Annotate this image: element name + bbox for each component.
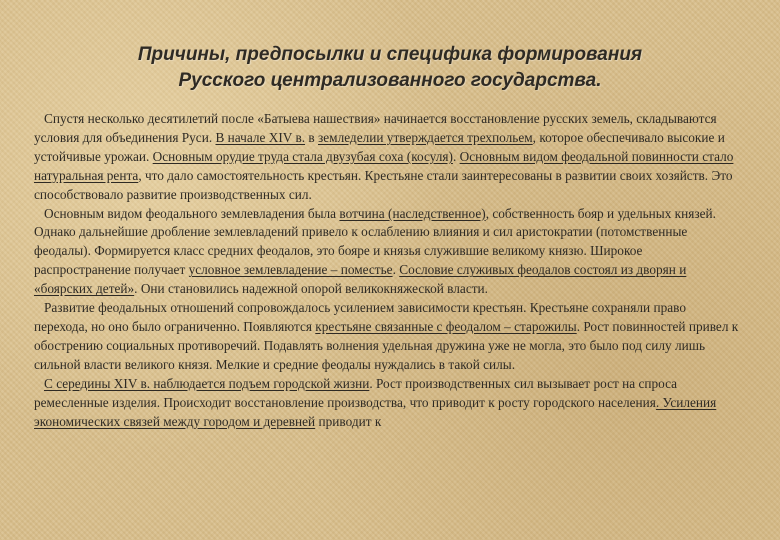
underlined-term: Сословие служивых феодалов состоял из дворян и «боярских детей» [34,262,687,297]
underlined-term: условное землевладение – поместье [188,262,393,278]
paragraph-4 [34,375,740,432]
text-segment: , собственность бояр и удельных князей. Однако дальнейшие дробление землевладений привело к ослаблению влияния и сил аристократии (потомственные феодалы). Формируется класс средних феодалов, это бояре и князья служившие великому князю. Широкое распространение получает [34,205,716,278]
underlined-term: С середины XIV в. наблюдается подъем городской жизни [44,375,370,391]
paragraph-1 [34,110,740,205]
underlined-term: . Усиления экономических связей между городом и деревней [34,394,717,429]
text-segment: . Рост производственных сил вызывает рост на спроса ремесленные изделия. Происходит восстановление производства, что приводит к росту городского населения [34,375,678,410]
slide-title [60,42,720,94]
text-segment: . Рост повинностей привел к обострению социальных противоречий. Подавлять волнения удельная дружина уже не могла, это было под силу лишь сильной власти великого князя. Мелкие и средние феодалы нуждались в такой силы. [34,318,739,372]
paragraph-3 [34,299,740,375]
underlined-term: земледелии утверждается трехпольем [318,129,533,145]
slide-body-text [34,110,740,431]
title-line-1: Причины, предпосылки и специфика формирования [137,44,643,65]
title-line-2: Русского централизованного государства. [178,70,602,91]
underlined-term: Основным орудие труда стала двузубая соха (косуля) [152,148,453,164]
text-segment: Основным видом феодального землевладения была [44,205,340,221]
text-segment: , что дало самостоятельность крестьян. Крестьяне стали заинтересованы в развитии своих хозяйств. Это способствовало развитие производственных сил. [34,167,733,202]
underlined-term: вотчина (наследственное) [339,205,486,221]
text-segment: , которое обеспечивало высокие и устойчивые урожаи. [34,129,725,164]
underlined-term: В начале XIV в. [215,129,306,145]
text-segment: . [452,148,460,164]
text-segment: Развитие феодальных отношений сопровождалось усилением зависимости крестьян. Крестьяне сохраняли право перехода, но оно было ограниченно. Появляются [34,300,686,334]
text-segment: Спустя несколько десятилетий после «Батыева нашествия» начинается восстановление русских земель, складываются условия для объединения Руси. [34,111,717,145]
text-segment: приводит к [315,413,382,429]
text-segment: . [392,262,400,278]
text-segment: в [305,129,318,145]
text-segment: . Они становились надежной опорой великокняжеской власти. [134,281,488,297]
underlined-term: Основным видом феодальной повинности стало натуральная рента [34,148,734,183]
paragraph-2 [34,205,740,300]
underlined-term: крестьяне связанные с феодалом – старожилы [315,318,577,334]
